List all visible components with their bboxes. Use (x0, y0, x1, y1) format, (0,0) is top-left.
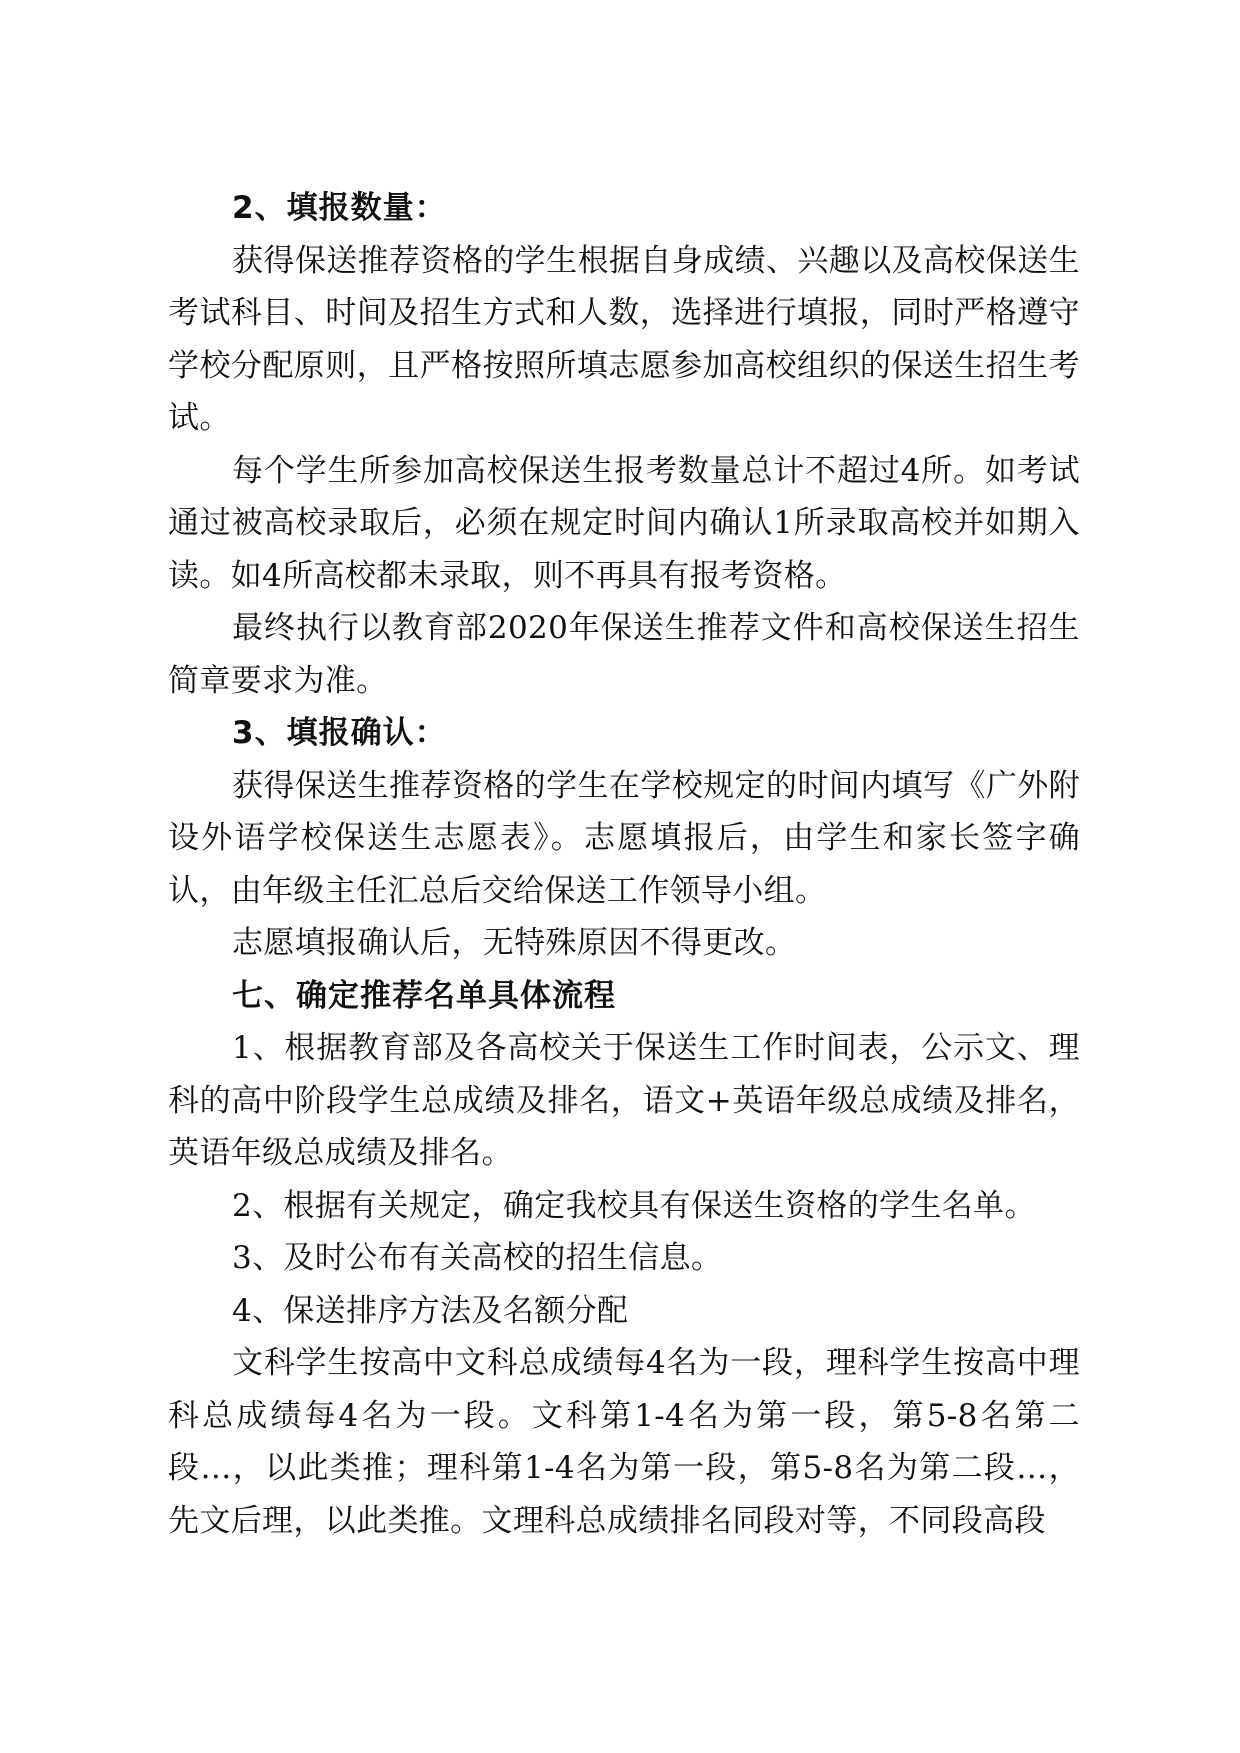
section-heading-fill-quantity: 2、填报数量： (232, 190, 447, 226)
paragraph-final-policy: 最终执行以教育部2020年保送生推荐文件和高校保送生招生简章要求为准。 (168, 610, 1080, 699)
paragraph-application-limit: 每个学生所参加高校保送生报考数量总计不超过4所。如考试通过被高校录取后，必须在规定时间内确认1所录取高校并如期入读。如4所高校都未录取，则不再具有报考资格。 (168, 452, 1080, 594)
paragraph-step-2: 2、根据有关规定，确定我校具有保送生资格的学生名单。 (232, 1187, 1036, 1224)
paragraph-preference-form: 获得保送生推荐资格的学生在学校规定的时间内填写《广外附设外语学校保送生志愿表》。志愿填报后，由学生和家长签字确认，由年级主任汇总后交给保送工作领导小组。 (168, 767, 1080, 909)
paragraph-ranking-method: 文科学生按高中文科总成绩每4名为一段，理科学生按高中理科总成绩每4名为一段。文科第1-4名为第一段，第5-8名第二段…，以此类推；理科第1-4名为第一段，第5-8名为第二段…，先文后理，以此类推。文理科总成绩排名同段对等，不同段高段 (168, 1345, 1080, 1539)
paragraph-step-4: 4、保送排序方法及名额分配 (232, 1292, 629, 1329)
paragraph-step-3: 3、及时公布有关高校的招生信息。 (232, 1240, 723, 1276)
paragraph-step-1: 1、根据教育部及各高校关于保送生工作时间表，公示文、理科的高中阶段学生总成绩及排名，语文+英语年级总成绩及排名，英语年级总成绩及排名。 (168, 1030, 1080, 1171)
paragraph-no-changes: 志愿填报确认后，无特殊原因不得更改。 (232, 925, 797, 961)
paragraph-eligibility-selection: 获得保送推荐资格的学生根据自身成绩、兴趣以及高校保送生考试科目、时间及招生方式和人数，选择进行填报，同时严格遵守学校分配原则，且严格按照所填志愿参加高校组织的保送生招生考试。 (168, 242, 1080, 436)
section-heading-fill-confirmation: 3、填报确认： (232, 715, 447, 751)
document-body (168, 182, 1080, 1547)
section-heading-recommendation-process: 七、确定推荐名单具体流程 (232, 977, 616, 1014)
